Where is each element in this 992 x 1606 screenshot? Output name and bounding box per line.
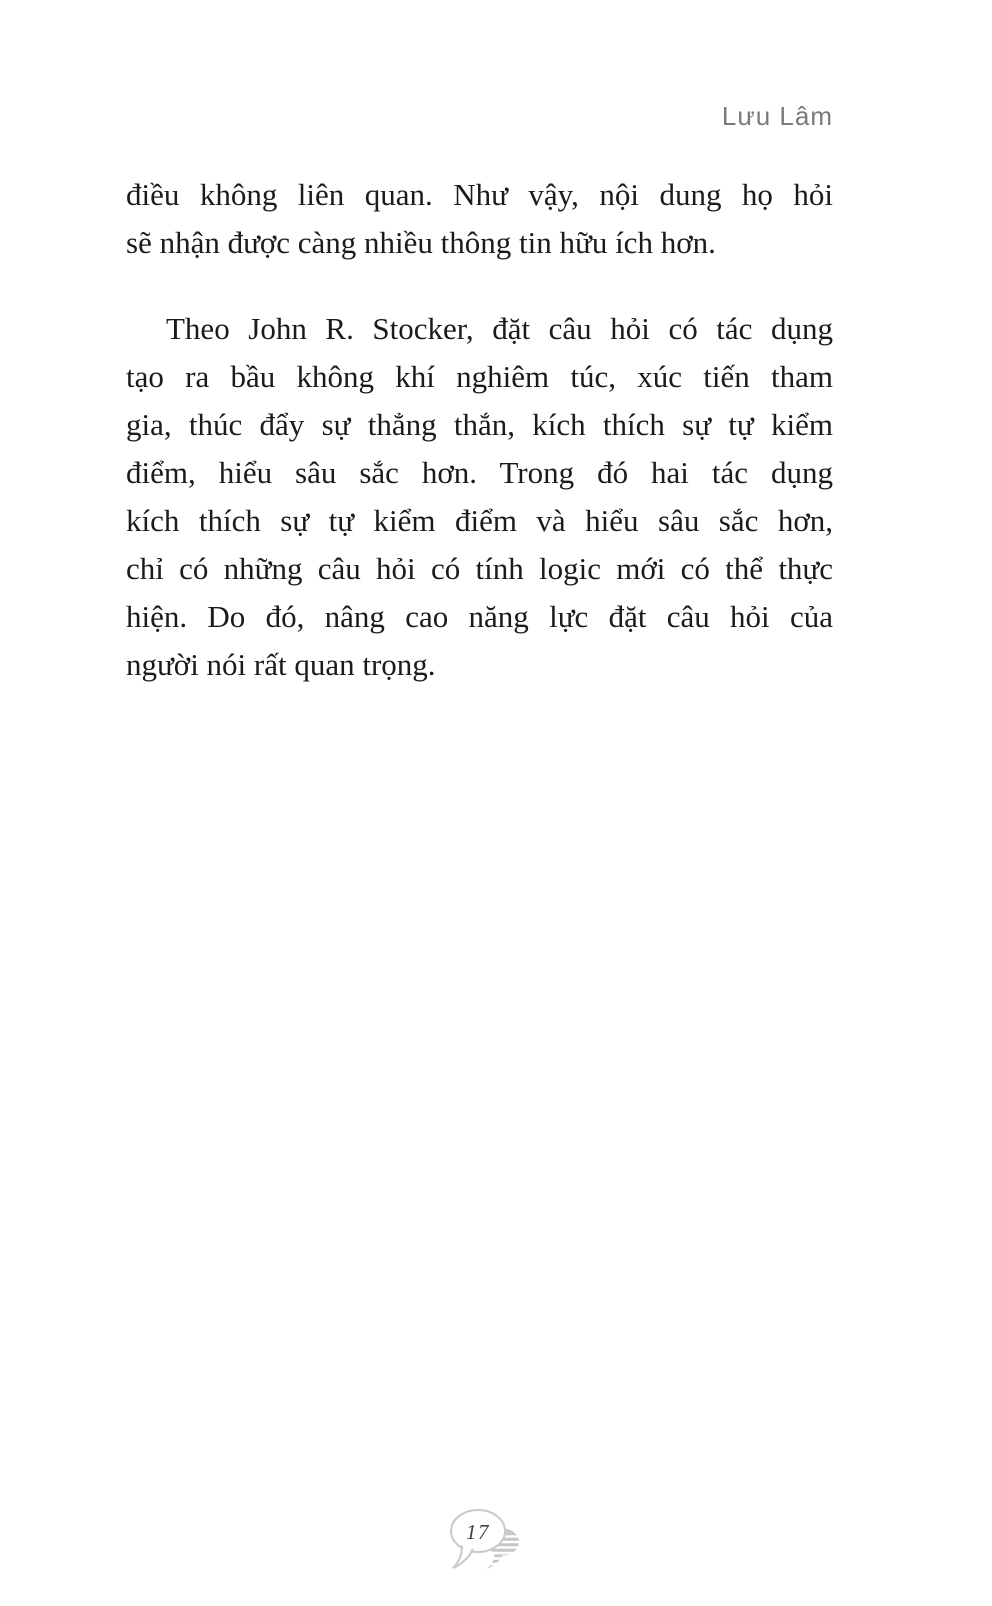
text-line: điều không liên quan. Như vậy, nội dung họ hỏi — [126, 177, 833, 212]
text-line: kích thích sự tự kiểm điểm và hiểu sâu sắc hơn, — [126, 503, 833, 538]
text-line: điểm, hiểu sâu sắc hơn. Trong đó hai tác dụng — [126, 455, 833, 490]
page-number: 17 — [466, 1520, 490, 1544]
text-line: hiện. Do đó, nâng cao năng lực đặt câu hỏi của — [126, 599, 833, 634]
text-line: gia, thúc đẩy sự thẳng thắn, kích thích sự tự kiểm — [126, 407, 833, 442]
text-line: chỉ có những câu hỏi có tính logic mới có thể thực — [126, 551, 833, 586]
paragraph-2 — [126, 305, 833, 689]
text-line: sẽ nhận được càng nhiều thông tin hữu ích hơn. — [126, 225, 716, 260]
running-header-author: Lưu Lâm — [721, 101, 833, 131]
text-line: Theo John R. Stocker, đặt câu hỏi có tác dụng — [166, 311, 833, 346]
paragraph-1 — [126, 171, 833, 267]
page-number-badge — [448, 1502, 528, 1574]
body-text — [126, 171, 833, 689]
text-line: người nói rất quan trọng. — [126, 647, 436, 682]
text-line: tạo ra bầu không khí nghiêm túc, xúc tiến tham — [126, 359, 833, 394]
